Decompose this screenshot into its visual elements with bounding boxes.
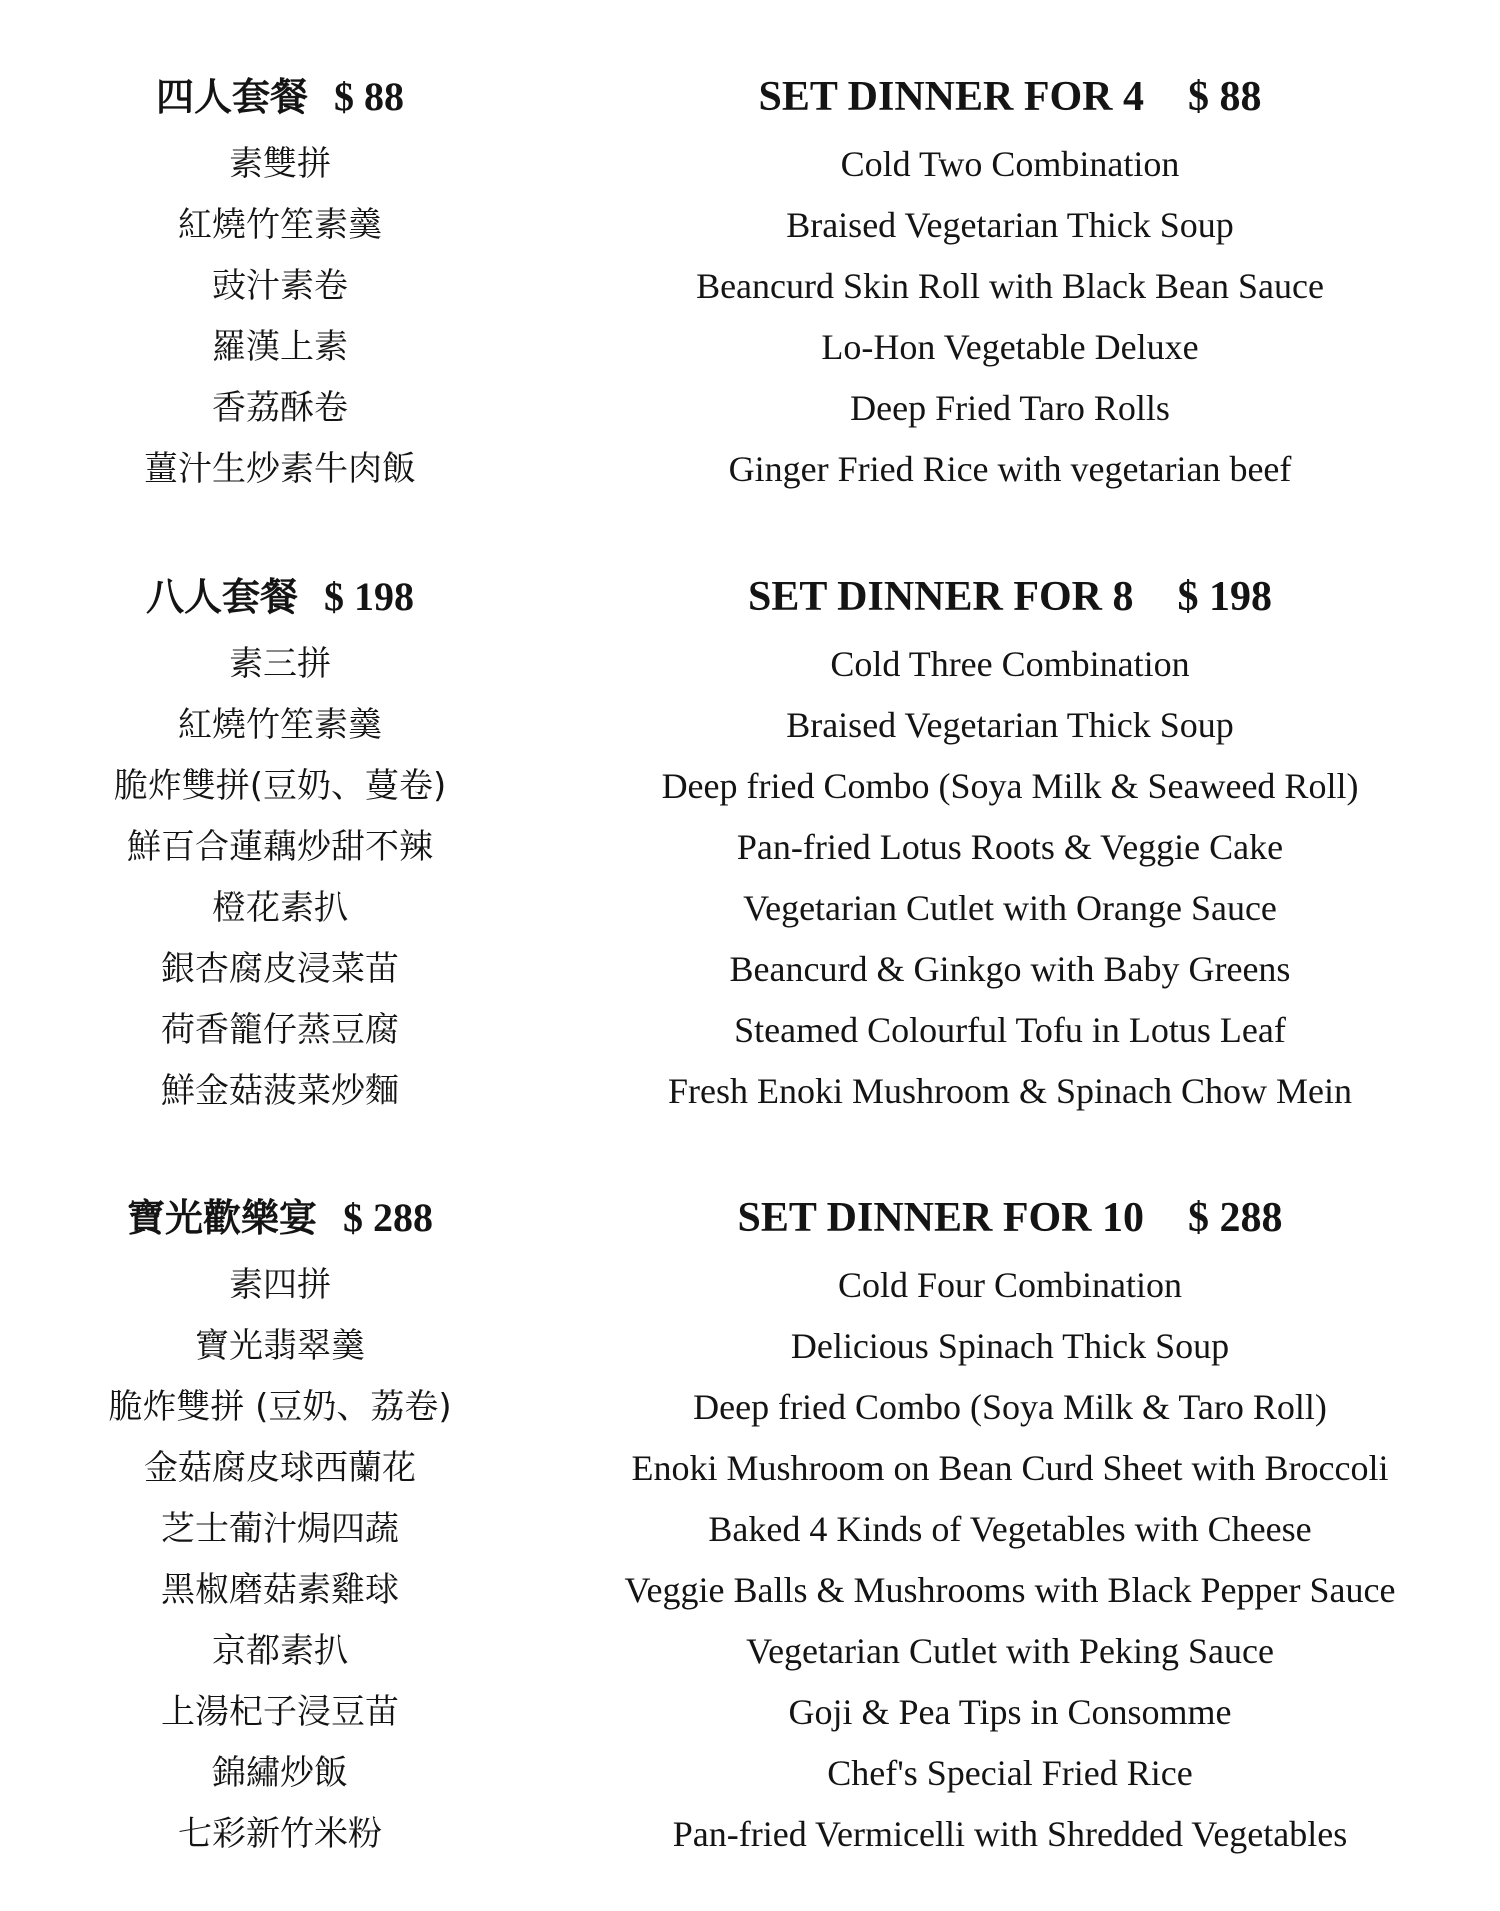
menu-item-chinese: 脆炸雙拼(豆奶、蔓卷)	[113, 766, 447, 806]
set-dinner-10-english-title	[560, 1181, 1460, 1255]
set-dinner-4-english-column	[560, 60, 1460, 500]
menu-item-english: Vegetarian Cutlet with Orange Sauce	[743, 888, 1277, 928]
set-dinner-4-chinese-column	[60, 60, 500, 500]
menu-item-chinese: 素三拼	[229, 644, 331, 684]
menu-item-english: Braised Vegetarian Thick Soup	[786, 205, 1234, 245]
menu-item-chinese: 薑汁生炒素牛肉飯	[144, 449, 416, 489]
menu-item-english: Chef's Special Fried Rice	[827, 1753, 1193, 1793]
menu-item-chinese: 荷香籠仔蒸豆腐	[161, 1010, 399, 1050]
menu-item-english: Braised Vegetarian Thick Soup	[786, 705, 1234, 745]
menu-item-chinese: 銀杏腐皮浸菜苗	[161, 949, 399, 989]
menu-item-chinese: 鮮百合蓮藕炒甜不辣	[127, 827, 433, 867]
set-dinner-10-english-column	[560, 1181, 1460, 1865]
menu-item-english: Deep fried Combo (Soya Milk & Taro Roll)	[693, 1387, 1327, 1427]
menu-item-english: Deep fried Combo (Soya Milk & Seaweed Roll)	[661, 766, 1359, 806]
menu-item-chinese: 寶光翡翠羹	[195, 1326, 365, 1366]
set-dinner-10-chinese-price: $ 288	[343, 1195, 433, 1240]
menu-item-chinese: 上湯杞子浸豆苗	[161, 1692, 399, 1732]
menu-item-english: Enoki Mushroom on Bean Curd Sheet with Broccoli	[631, 1448, 1389, 1488]
menu-item-english: Baked 4 Kinds of Vegetables with Cheese	[708, 1509, 1312, 1549]
menu-item-english: Cold Three Combination	[830, 644, 1190, 684]
set-dinner-8-chinese-title	[60, 560, 500, 634]
menu-item-chinese: 素四拼	[229, 1265, 331, 1305]
set-dinner-8-english-title	[560, 560, 1460, 634]
set-dinner-8-english-column	[560, 560, 1460, 1122]
menu-item-chinese: 素雙拼	[229, 144, 331, 184]
menu-item-english: Cold Four Combination	[837, 1265, 1183, 1305]
menu-item-english: Pan-fried Vermicelli with Shredded Vegetables	[672, 1814, 1348, 1854]
menu-item-english: Beancurd Skin Roll with Black Bean Sauce	[696, 266, 1324, 306]
menu-item-english: Goji & Pea Tips in Consomme	[788, 1692, 1232, 1732]
menu-item-english: Vegetarian Cutlet with Peking Sauce	[746, 1631, 1274, 1671]
set-dinner-4-english-items	[560, 134, 1460, 500]
menu-item-chinese: 錦繡炒飯	[212, 1753, 348, 1793]
set-dinner-8-english-name: SET DINNER FOR 8	[748, 574, 1134, 620]
menu-item-english: Delicious Spinach Thick Soup	[790, 1326, 1230, 1366]
set-dinner-4-english-name: SET DINNER FOR 4	[758, 74, 1144, 120]
menu-item-chinese: 羅漢上素	[212, 327, 348, 367]
set-dinner-4-chinese-items	[60, 134, 500, 500]
set-dinner-4-english-title	[560, 60, 1460, 134]
set-dinner-4-chinese-name: 四人套餐	[155, 75, 308, 119]
set-dinner-8-english-items	[560, 634, 1460, 1122]
menu-item-english: Ginger Fried Rice with vegetarian beef	[728, 449, 1292, 489]
menu-item-chinese: 香荔酥卷	[212, 388, 348, 428]
set-dinner-4-chinese-title	[60, 60, 500, 134]
menu-item-chinese: 紅燒竹笙素羹	[178, 205, 382, 245]
menu-item-chinese: 豉汁素卷	[212, 266, 348, 306]
set-dinner-8-english-price: $ 198	[1177, 574, 1272, 620]
menu-item-chinese: 芝士葡汁焗四蔬	[161, 1509, 399, 1549]
menu-item-english: Veggie Balls & Mushrooms with Black Pepper Sauce	[624, 1570, 1396, 1610]
set-dinner-10-english-name: SET DINNER FOR 10	[737, 1195, 1144, 1241]
menu-item-chinese: 七彩新竹米粉	[178, 1814, 382, 1854]
set-dinner-10-english-items	[560, 1255, 1460, 1865]
menu-item-chinese: 金菇腐皮球西蘭花	[144, 1448, 416, 1488]
menu-item-english: Steamed Colourful Tofu in Lotus Leaf	[734, 1010, 1286, 1050]
menu-item-chinese: 橙花素扒	[212, 888, 348, 928]
menu-item-chinese: 脆炸雙拼 (豆奶、荔卷)	[108, 1387, 452, 1427]
set-dinner-8-chinese-price: $ 198	[324, 574, 414, 619]
menu-item-english: Pan-fried Lotus Roots & Veggie Cake	[736, 827, 1284, 867]
menu-item-chinese: 鮮金菇菠菜炒麵	[161, 1071, 399, 1111]
set-dinner-10-chinese-column	[60, 1181, 500, 1865]
set-dinner-10-chinese-items	[60, 1255, 500, 1865]
set-dinner-8-chinese-name: 八人套餐	[145, 575, 298, 619]
set-dinner-10-english-price: $ 288	[1187, 1195, 1283, 1241]
set-dinner-4-chinese-price: $ 88	[334, 74, 404, 119]
menu-item-english: Beancurd & Ginkgo with Baby Greens	[729, 949, 1291, 989]
menu-item-chinese: 京都素扒	[212, 1631, 348, 1671]
set-dinner-10-chinese-name: 寶光歡樂宴	[126, 1196, 317, 1240]
menu-item-english: Cold Two Combination	[840, 144, 1180, 184]
set-dinner-8-chinese-items	[60, 634, 500, 1122]
menu-item-english: Fresh Enoki Mushroom & Spinach Chow Mein	[668, 1071, 1352, 1111]
menu-item-english: Deep Fried Taro Rolls	[850, 388, 1170, 428]
menu-item-chinese: 黑椒磨菇素雞球	[161, 1570, 399, 1610]
set-dinner-4-english-price: $ 88	[1187, 74, 1262, 120]
menu-item-english: Lo-Hon Vegetable Deluxe	[821, 327, 1199, 367]
menu-item-chinese: 紅燒竹笙素羹	[178, 705, 382, 745]
set-dinner-10-chinese-title	[60, 1181, 500, 1255]
set-dinner-8-chinese-column	[60, 560, 500, 1122]
